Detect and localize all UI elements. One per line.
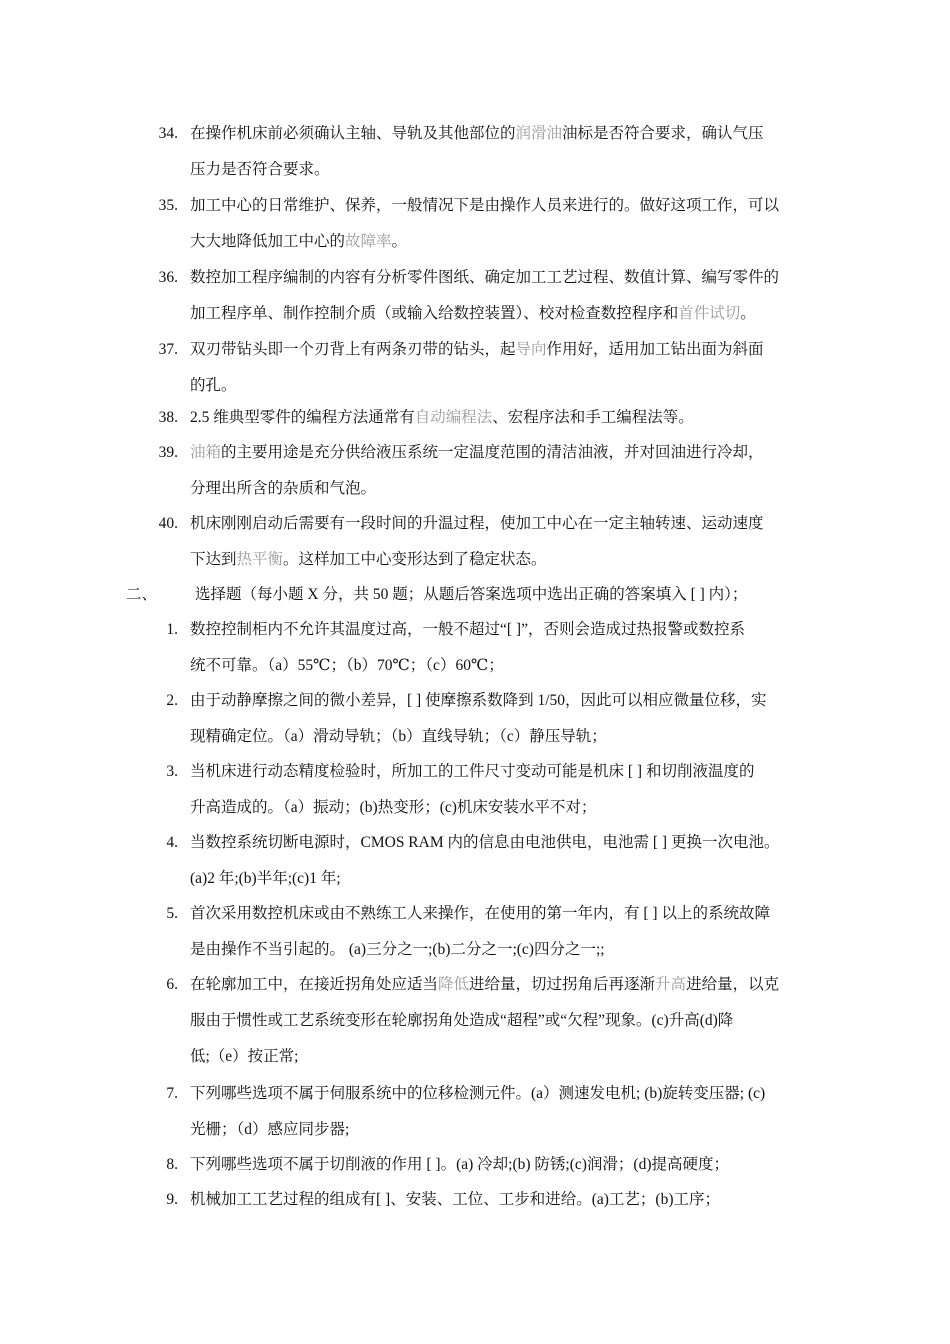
- item-line-1: 加工中心的日常维护、保养，一般情况下是由操作人员来进行的。做好这项工作，可以: [190, 197, 780, 214]
- answer-highlight: 润滑油: [515, 125, 563, 142]
- item-line-2: 分理出所含的杂质和气泡。: [190, 480, 377, 497]
- question-line-1: 机械加工工艺过程的组成有[ ]、安装、工位、工步和进给。(a)工艺；(b)工序；: [190, 1191, 720, 1208]
- question-number: 9.: [166, 1191, 178, 1208]
- item-number: 39.: [158, 444, 178, 461]
- question-line-2: 是由操作不当引起的。 (a)三分之一;(b)二分之一;(c)四分之一;;: [190, 941, 605, 958]
- item-line-2: 的孔。: [190, 377, 237, 394]
- question-line-2: 光栅；（d）感应同步器;: [190, 1121, 350, 1138]
- text: 。这样加工中心变形达到了稳定状态。: [283, 551, 547, 568]
- text: 进给量，切过拐角后再逐渐: [469, 976, 656, 993]
- answer-highlight: 升高: [655, 976, 687, 993]
- section-number: 二、: [126, 586, 158, 603]
- text: 、宏程序法和手工编程法等。: [492, 409, 694, 426]
- text: 。: [391, 233, 408, 250]
- answer-highlight: 自动编程法: [414, 409, 493, 426]
- item-number: 40.: [158, 515, 178, 532]
- text: 油标是否符合要求，确认气压: [562, 125, 764, 142]
- item-line-1: 机床刚刚启动后需要有一段时间的升温过程，使加工中心在一定主轴转速、运动速度: [190, 515, 764, 532]
- question-line-1: 下列哪些选项不属于切削液的作用 [ ]。(a) 冷却;(b) 防锈;(c)润滑；(d)提高硬度；: [190, 1156, 729, 1173]
- question-line-3: 低;（e）按正常;: [190, 1048, 299, 1065]
- question-number: 6.: [166, 976, 178, 993]
- item-number: 35.: [158, 197, 178, 214]
- item-line-2: [190, 550, 820, 570]
- answer-highlight: 故障率: [345, 233, 392, 250]
- item-line-1: [190, 408, 820, 428]
- item-number: 34.: [158, 125, 178, 142]
- text: 在操作机床前必须确认主轴、导轨及其他部位的: [190, 125, 516, 142]
- question-line-1: 由于动静摩擦之间的微小差异，[ ] 使摩擦系数降到 1/50，因此可以相应微量位移，实: [190, 692, 767, 709]
- question-line-1: 当数控系统切断电源时，CMOS RAM 内的信息由电池供电，电池需 [ ] 更换一次电池。: [190, 834, 780, 851]
- question-number: 4.: [166, 834, 178, 851]
- answer-highlight: 油箱: [190, 444, 222, 461]
- question-line-2: 现精确定位。（a）滑动导轨；（b）直线导轨；（c）静压导轨；: [190, 728, 607, 745]
- question-number: 8.: [166, 1156, 178, 1173]
- answer-highlight: 降低: [438, 976, 470, 993]
- question-line-1: [190, 975, 820, 995]
- question-number: 1.: [166, 621, 178, 638]
- question-line-1: 当机床进行动态精度检验时，所加工的工件尺寸变动可能是机床 [ ] 和切削液温度的: [190, 763, 755, 780]
- item-number: 38.: [158, 409, 178, 426]
- text: 2.5 维典型零件的编程方法通常有: [190, 409, 415, 426]
- text: 加工程序单、制作控制介质（或输入给数控装置）、校对检查数控程序和: [190, 305, 679, 322]
- question-line-2: 统不可靠。（a）55℃；（b）70℃；（c）60℃；: [190, 657, 504, 674]
- question-line-2: 服由于惯性或工艺系统变形在轮廓拐角处造成“超程”或“欠程”现象。(c)升高(d)降: [190, 1012, 734, 1029]
- item-line-2: 压力是否符合要求。: [190, 161, 330, 178]
- item-line-1: [190, 443, 820, 463]
- text: 进给量，以克: [686, 976, 780, 993]
- text: 。: [740, 305, 756, 322]
- question-line-2: 升高造成的。（a）振动；(b)热变形；(c)机床安装水平不对；: [190, 799, 597, 816]
- text: 大大地降低加工中心的: [190, 233, 346, 250]
- question-number: 2.: [166, 692, 178, 709]
- item-number: 37.: [158, 341, 178, 358]
- text: 的主要用途是充分供给液压系统一定温度范围的清洁油液，并对回油进行冷却，: [221, 444, 764, 461]
- question-line-1: 数控控制柜内不允许其温度过高，一般不超过“[ ]”，否则会造成过热报警或数控系: [190, 621, 745, 638]
- question-line-2: (a)2 年;(b)半年;(c)1 年;: [190, 870, 341, 887]
- item-line-1: [190, 340, 820, 360]
- item-line-1: 数控加工程序编制的内容有分析零件图纸、确定加工工艺过程、数值计算、编写零件的: [190, 269, 780, 286]
- answer-highlight: 导向: [515, 341, 547, 358]
- text: 作用好，适用加工钻出面为斜面: [546, 341, 764, 358]
- question-number: 3.: [166, 763, 178, 780]
- item-number: 36.: [158, 269, 178, 286]
- item-line-2: [190, 304, 820, 324]
- question-line-1: 首次采用数控机床或由不熟练工人来操作，在使用的第一年内，有 [ ] 以上的系统故障: [190, 905, 770, 922]
- item-line-1: [190, 124, 820, 144]
- item-line-2: [190, 232, 820, 252]
- question-number: 5.: [166, 905, 178, 922]
- question-number: 7.: [166, 1085, 178, 1102]
- answer-highlight: 首件试切: [678, 305, 741, 322]
- answer-highlight: 热平衡: [236, 551, 284, 568]
- text: 在轮廓加工中，在接近拐角处应适当: [190, 976, 439, 993]
- question-line-1: 下列哪些选项不属于伺服系统中的位移检测元件。(a）测速发电机; (b)旋转变压器; (c): [190, 1085, 766, 1102]
- section-title: 选择题（每小题 X 分，共 50 题；从题后答案选项中选出正确的答案填入 [ ] 内）；: [195, 586, 748, 603]
- text: 双刃带钻头即一个刃背上有两条刃带的钻头，起: [190, 341, 516, 358]
- text: 下达到: [190, 551, 237, 568]
